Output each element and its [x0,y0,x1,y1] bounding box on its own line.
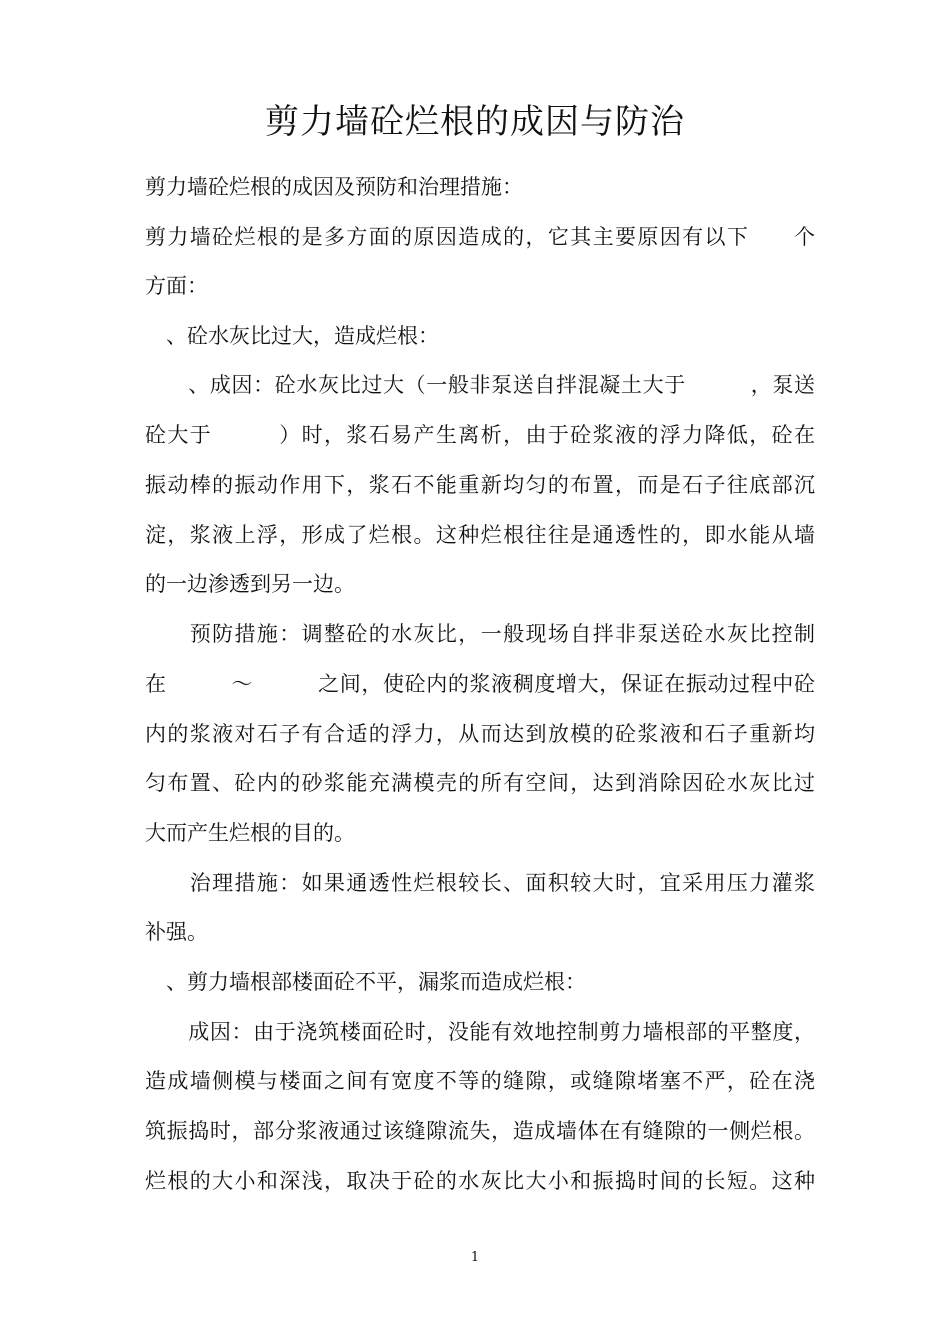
paragraph-line: 剪力墙砼烂根的成因及预防和治理措施： [145,175,523,199]
paragraph-line: 内的浆液对石子有合适的浮力，从而达到放模的砼浆液和石子重新均 [145,722,815,746]
paragraph-line: 、成因：砼水灰比过大（一般非泵送自拌混凝土大于 ，泵送 [145,373,815,397]
paragraph-line: 砼大于 ）时，浆石易产生离析，由于砼浆液的浮力降低，砼在 [145,423,815,447]
paragraph-line: 治理措施：如果通透性烂根较长、面积较大时，宜采用压力灌浆 [145,871,815,895]
paragraph-line: 成因：由于浇筑楼面砼时，没能有效地控制剪力墙根部的平整度， [145,1020,815,1044]
paragraph-line: 筑振捣时，部分浆液通过该缝隙流失，造成墙体在有缝隙的一侧烂根。 [145,1119,815,1143]
paragraph-line: 、砼水灰比过大，造成烂根： [145,324,439,348]
paragraph-line: 剪力墙砼烂根的是多方面的原因造成的，它其主要原因有以下 个 [145,225,815,249]
page-number: 1 [470,1250,480,1265]
paragraph-line: 振动棒的振动作用下，浆石不能重新均匀的布置，而是石子往底部沉 [145,473,815,497]
paragraph-line: 补强。 [145,920,208,944]
paragraph-line: 大而产生烂根的目的。 [145,821,355,845]
document-title: 剪力墙砼烂根的成因与防治 [265,102,685,142]
paragraph-line: 预防措施：调整砼的水灰比，一般现场自拌非泵送砼水灰比控制 [145,622,815,646]
paragraph-line: 造成墙侧模与楼面之间有宽度不等的缝隙，或缝隙堵塞不严，砼在浇 [145,1069,815,1093]
paragraph-line: 在 ～ 之间，使砼内的浆液稠度增大，保证在振动过程中砼 [145,672,815,696]
paragraph-line: 烂根的大小和深浅，取决于砼的水灰比大小和振捣时间的长短。这种 [145,1169,815,1193]
paragraph-line: 方面： [145,274,208,298]
paragraph-line: 淀，浆液上浮，形成了烂根。这种烂根往往是通透性的，即水能从墙 [145,523,815,547]
paragraph-line: 匀布置、砼内的砂浆能充满模壳的所有空间，达到消除因砼水灰比过 [145,771,815,795]
paragraph-line: 的一边渗透到另一边。 [145,572,355,596]
paragraph-line: 、剪力墙根部楼面砼不平，漏浆而造成烂根： [145,970,586,994]
